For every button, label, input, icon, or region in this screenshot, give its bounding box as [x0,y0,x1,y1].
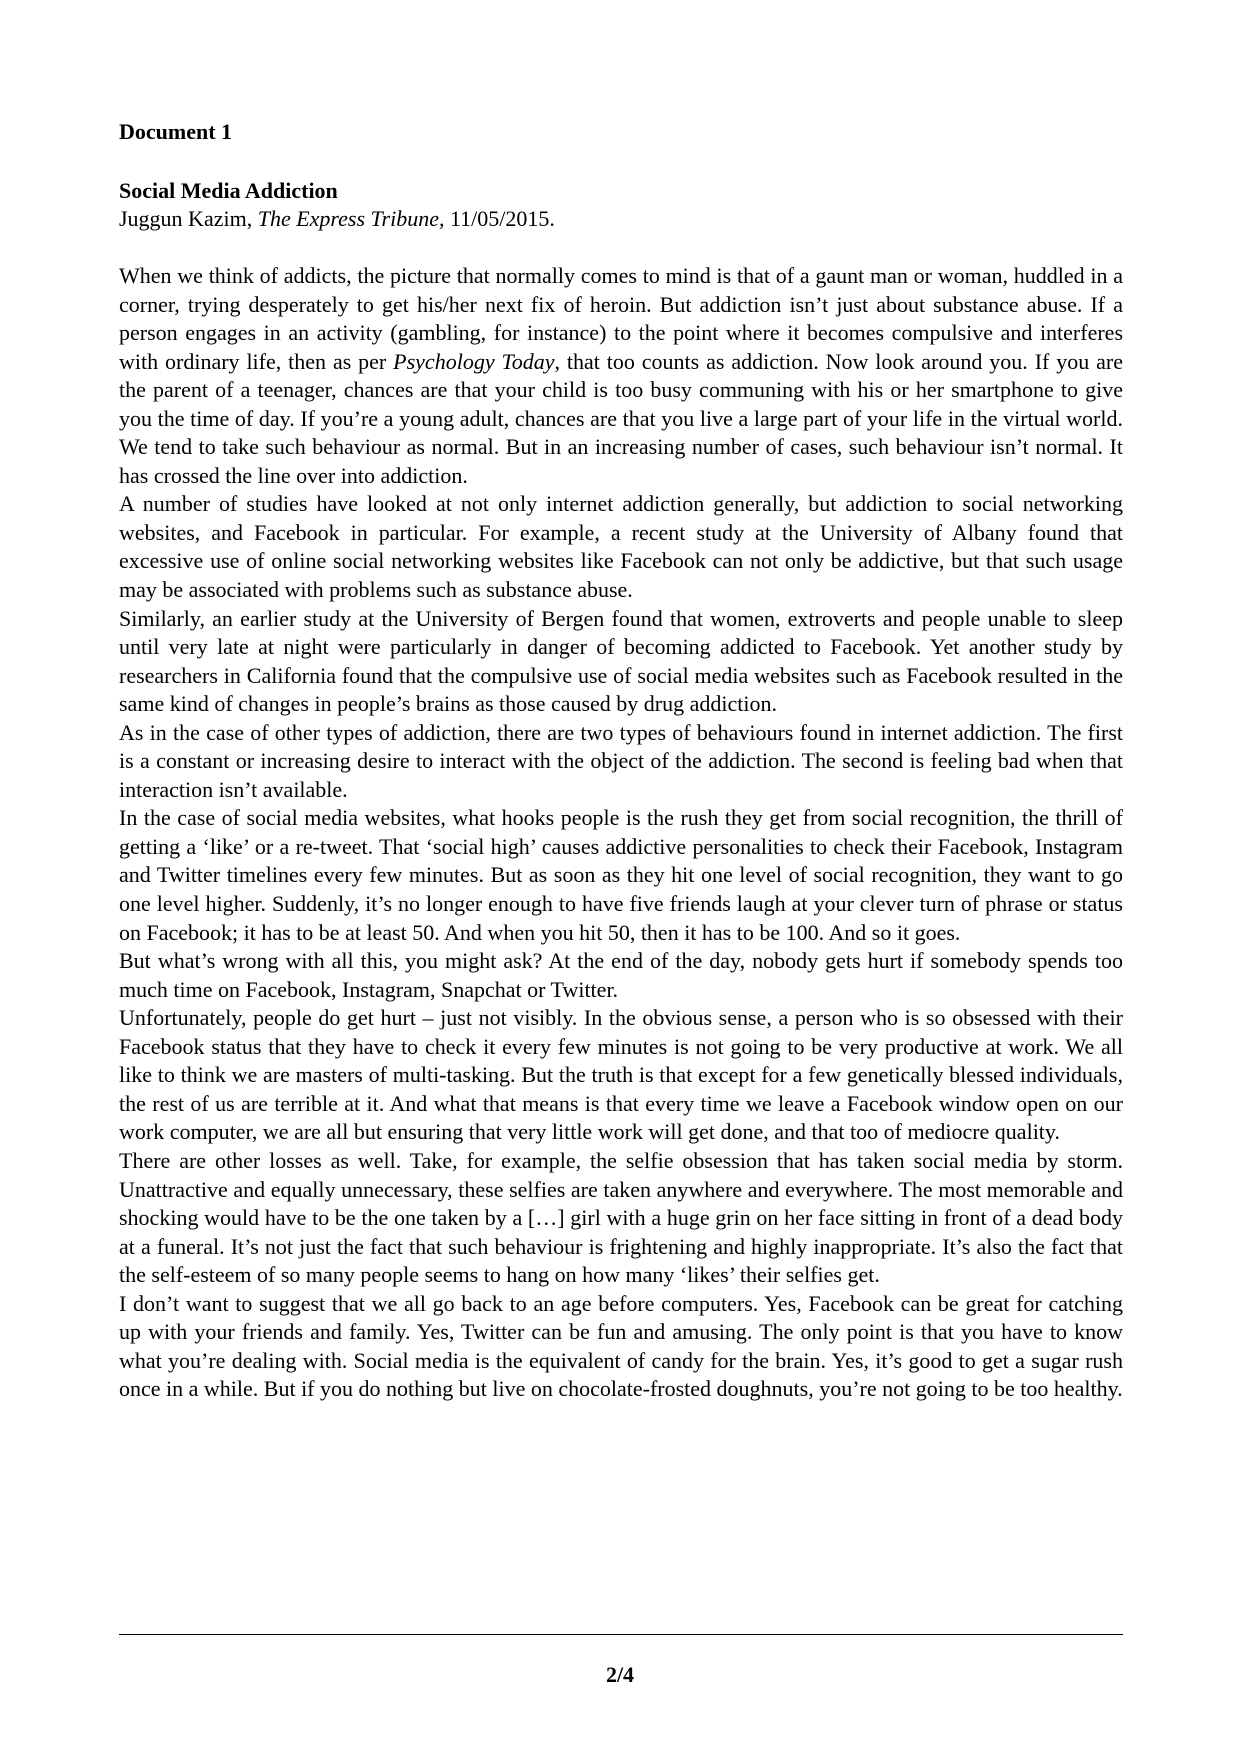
byline [119,205,555,233]
paragraph [119,262,1123,490]
paragraph-text: , that too counts as addiction. Now look around you. If you are the parent of a teenager, chances are that your child is too busy communing with his or her smartphone to give you the time of day. If you’re a young adult, chances are that you live a large part of your life in the virtual world. We tend to take such behaviour as normal. But in an increasing number of cases, such behaviour isn’t normal. It has crossed the line over into addiction. [119,348,1124,488]
document-label: Document 1 [119,119,233,144]
paragraph-italic-source: Psychology Today [393,348,555,374]
article-body [119,262,1123,1404]
paragraph: I don’t want to suggest that we all go back to an age before computers. Yes, Facebook can be great for catching up with your friends and family. Yes, Twitter can be fun and amusing. The only point is that you have to know what you’re dealing with. Social media is the equivalent of candy for the brain. Yes, it’s good to get a sugar rush once in a while. But if you do nothing but live on chocolate-frosted doughnuts, you’re not going to be too healthy. [119,1290,1123,1402]
byline-author: Juggun Kazim, [119,206,258,231]
paragraph: As in the case of other types of addiction, there are two types of behaviours found in internet addiction. The first is a constant or increasing desire to interact with the object of the addiction. The second is feeling bad when that interaction isn’t available. [119,719,1123,802]
article-title: Social Media Addiction [119,178,338,203]
page-number: 2/4 [605,1662,635,1687]
byline-date: 11/05/2015. [444,206,555,231]
footer-divider [119,1634,1123,1635]
paragraph-text: When we think of addicts, the picture that normally comes to mind is that of a gaunt man or woman, huddled in a corner, trying desperately to get his/her next fix of heroin. But addiction isn’t just about substance abuse. If a person engages in an activity (gambling, for instance) to the point where it becomes compulsive and interferes with ordinary life, then as per [119,263,1123,374]
paragraph: A number of studies have looked at not only internet addiction generally, but addiction to social networking websites, and Facebook in particular. For example, a recent study at the University of Albany found that excessive use of online social networking websites like Facebook can not only be addictive, but that such usage may be associated with problems such as substance abuse. [119,491,1123,603]
paragraph: Similarly, an earlier study at the University of Bergen found that women, extroverts and people unable to sleep until very late at night were particularly in danger of becoming addicted to Facebook. Yet another study by researchers in California found that the compulsive use of social media websites such as Facebook resulted in the same kind of changes in people’s brains as those caused by drug addiction. [119,605,1123,717]
paragraph: In the case of social media websites, what hooks people is the rush they get from social recognition, the thrill of getting a ‘like’ or a re-tweet. That ‘social high’ causes addictive personalities to check their Facebook, Instagram and Twitter timelines every few minutes. But as soon as they hit one level of social recognition, they want to go one level higher. Suddenly, it’s no longer enough to have five friends laugh at your clever turn of phrase or status on Facebook; it has to be at least 50. And when you hit 50, then it has to be 100. And so it goes. [119,805,1123,945]
byline-publication: The Express Tribune, [257,206,445,231]
paragraph: But what’s wrong with all this, you might ask? At the end of the day, nobody gets hurt if somebody spends too much time on Facebook, Instagram, Snapchat or Twitter. [119,948,1123,1002]
paragraph: There are other losses as well. Take, for example, the selfie obsession that has taken social media by storm. Unattractive and equally unnecessary, these selfies are taken anywhere and everywhere. The most memorable and shocking would have to be the one taken by a […] girl with a huge grin on her face sitting in front of a dead body at a funeral. It’s not just the fact that such behaviour is frightening and highly inappropriate. It’s also the fact that the self-esteem of so many people seems to hang on how many ‘likes’ their selfies get. [119,1147,1123,1288]
paragraph: Unfortunately, people do get hurt – just not visibly. In the obvious sense, a person who is so obsessed with their Facebook status that they have to check it every few minutes is not going to be very productive at work. We all like to think we are masters of multi-tasking. But the truth is that except for a few genetically blessed individuals, the rest of us are terrible at it. And what that means is that every time we leave a Facebook window open on our work computer, we are all but ensuring that very little work will get done, and that too of mediocre quality. [119,1005,1123,1145]
